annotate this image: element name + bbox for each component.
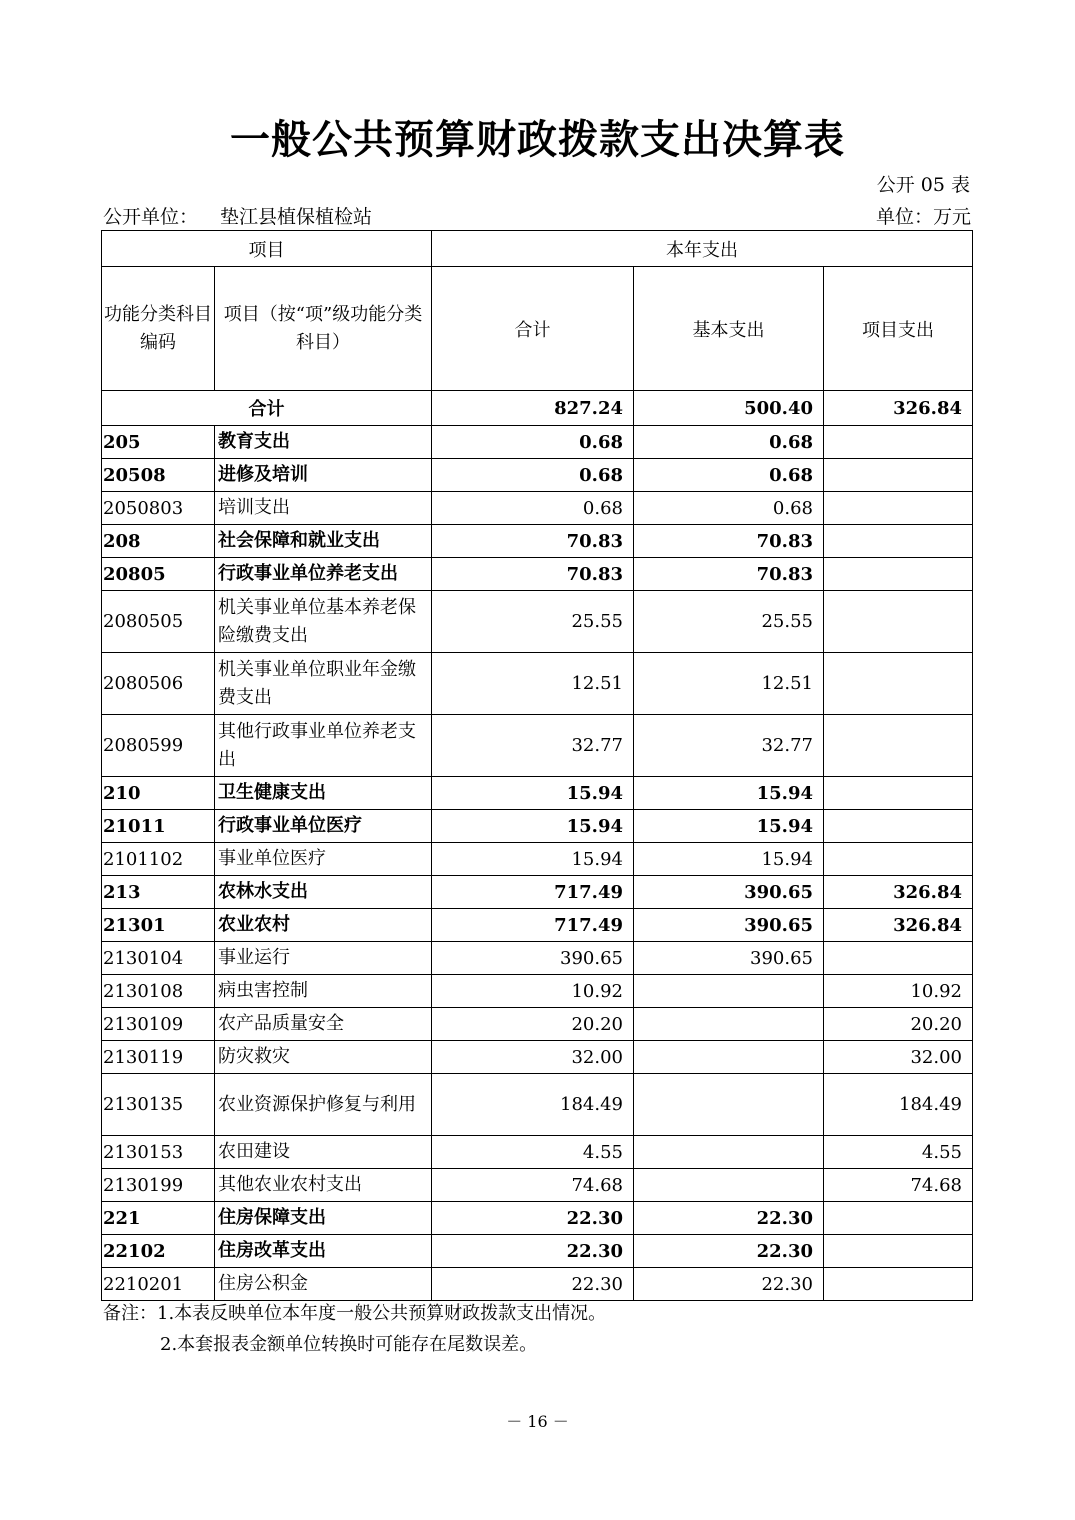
- row-code: 2130153: [102, 1136, 215, 1169]
- row-project: 326.84: [824, 909, 973, 942]
- row-code: 213: [102, 876, 215, 909]
- row-name: 农业农村: [215, 909, 432, 942]
- row-total: 74.68: [432, 1169, 634, 1202]
- row-code: 2130108: [102, 975, 215, 1008]
- row-basic: [634, 975, 824, 1008]
- row-name: 机关事业单位职业年金缴费支出: [215, 653, 432, 715]
- row-total: 22.30: [432, 1235, 634, 1268]
- row-code: 2080599: [102, 715, 215, 777]
- table-row: [102, 653, 973, 715]
- row-basic: 0.68: [634, 426, 824, 459]
- header-project: 项目支出: [824, 267, 973, 391]
- reporting-unit: [103, 202, 372, 229]
- row-code: 2130109: [102, 1008, 215, 1041]
- row-basic: 25.55: [634, 591, 824, 653]
- total-row-label: 合计: [102, 391, 432, 426]
- header-func-name: 项目（按“项”级功能分类科目）: [215, 267, 432, 391]
- row-basic: 70.83: [634, 525, 824, 558]
- row-basic: 15.94: [634, 777, 824, 810]
- currency-unit: 单位：万元: [875, 206, 971, 228]
- header-func-code: 功能分类科目编码: [102, 267, 215, 391]
- row-name: 农业资源保护修复与利用: [215, 1074, 432, 1136]
- row-name: 防灾救灾: [215, 1041, 432, 1074]
- row-basic: 22.30: [634, 1202, 824, 1235]
- row-name: 社会保障和就业支出: [215, 525, 432, 558]
- row-name: 行政事业单位养老支出: [215, 558, 432, 591]
- row-name: 进修及培训: [215, 459, 432, 492]
- row-total: 184.49: [432, 1074, 634, 1136]
- header-basic: 基本支出: [634, 267, 824, 391]
- row-project: [824, 1235, 973, 1268]
- row-name: 住房保障支出: [215, 1202, 432, 1235]
- row-total: 0.68: [432, 426, 634, 459]
- row-code: 21301: [102, 909, 215, 942]
- row-basic: [634, 1041, 824, 1074]
- row-total: 15.94: [432, 777, 634, 810]
- page-number: － 16 －: [506, 1412, 569, 1431]
- row-total: 12.51: [432, 653, 634, 715]
- row-project: [824, 558, 973, 591]
- row-total: 22.30: [432, 1268, 634, 1301]
- unit-name: 垫江县植保植检站: [220, 206, 373, 228]
- row-basic: 15.94: [634, 810, 824, 843]
- row-total: 22.30: [432, 1202, 634, 1235]
- row-total: 32.00: [432, 1041, 634, 1074]
- row-code: 2130199: [102, 1169, 215, 1202]
- row-total: 25.55: [432, 591, 634, 653]
- row-code: 21011: [102, 810, 215, 843]
- row-project: 10.92: [824, 975, 973, 1008]
- row-name: 教育支出: [215, 426, 432, 459]
- table-row: [102, 715, 973, 777]
- row-code: 221: [102, 1202, 215, 1235]
- table-row: [102, 1202, 973, 1235]
- header-item: 项目: [102, 231, 432, 267]
- row-basic: 0.68: [634, 459, 824, 492]
- row-name: 行政事业单位医疗: [215, 810, 432, 843]
- row-project: [824, 1268, 973, 1301]
- row-name: 事业运行: [215, 942, 432, 975]
- table-row: [102, 591, 973, 653]
- row-code: 22102: [102, 1235, 215, 1268]
- header-total: 合计: [432, 267, 634, 391]
- row-project: [824, 591, 973, 653]
- row-name: 农林水支出: [215, 876, 432, 909]
- row-project: 32.00: [824, 1041, 973, 1074]
- row-project: [824, 715, 973, 777]
- row-project: 20.20: [824, 1008, 973, 1041]
- row-code: 208: [102, 525, 215, 558]
- table-row: [102, 558, 973, 591]
- row-code: 2080505: [102, 591, 215, 653]
- row-name: 住房改革支出: [215, 1235, 432, 1268]
- table-row: [102, 1169, 973, 1202]
- table-row: [102, 426, 973, 459]
- row-code: 2101102: [102, 843, 215, 876]
- row-code: 2210201: [102, 1268, 215, 1301]
- row-total: 4.55: [432, 1136, 634, 1169]
- row-total: 390.65: [432, 942, 634, 975]
- table-row: [102, 1041, 973, 1074]
- table-row: [102, 1235, 973, 1268]
- row-basic: 32.77: [634, 715, 824, 777]
- table-row: [102, 909, 973, 942]
- row-name: 其他农业农村支出: [215, 1169, 432, 1202]
- row-basic: 15.94: [634, 843, 824, 876]
- row-basic: [634, 1136, 824, 1169]
- row-basic: 22.30: [634, 1235, 824, 1268]
- header-current-year: 本年支出: [432, 231, 973, 267]
- expenditure-table: [101, 230, 973, 1301]
- row-project: [824, 810, 973, 843]
- row-code: 20805: [102, 558, 215, 591]
- row-basic: [634, 1074, 824, 1136]
- unit-label: 公开单位：: [103, 206, 199, 228]
- table-row: [102, 876, 973, 909]
- row-total: 0.68: [432, 492, 634, 525]
- row-name: 卫生健康支出: [215, 777, 432, 810]
- table-row: [102, 492, 973, 525]
- header-row-2: [102, 267, 973, 391]
- row-project: [824, 492, 973, 525]
- row-code: 20508: [102, 459, 215, 492]
- table-row: [102, 459, 973, 492]
- table-row: [102, 525, 973, 558]
- table-row: [102, 1008, 973, 1041]
- form-number: 公开 05 表: [876, 174, 970, 196]
- row-code: 2130104: [102, 942, 215, 975]
- row-total: 15.94: [432, 843, 634, 876]
- row-name: 事业单位医疗: [215, 843, 432, 876]
- total-row: [102, 391, 973, 426]
- row-project: [824, 525, 973, 558]
- table-row: [102, 975, 973, 1008]
- row-total: 717.49: [432, 909, 634, 942]
- table-row: [102, 843, 973, 876]
- row-total: 70.83: [432, 525, 634, 558]
- row-name: 农产品质量安全: [215, 1008, 432, 1041]
- row-project: 74.68: [824, 1169, 973, 1202]
- row-name: 培训支出: [215, 492, 432, 525]
- row-name: 机关事业单位基本养老保险缴费支出: [215, 591, 432, 653]
- row-code: 2050803: [102, 492, 215, 525]
- row-total: 10.92: [432, 975, 634, 1008]
- row-name: 住房公积金: [215, 1268, 432, 1301]
- row-basic: 390.65: [634, 876, 824, 909]
- total-row-basic: 500.40: [634, 391, 824, 426]
- row-name: 农田建设: [215, 1136, 432, 1169]
- table-row: [102, 1268, 973, 1301]
- row-project: [824, 843, 973, 876]
- row-project: [824, 653, 973, 715]
- row-basic: 390.65: [634, 942, 824, 975]
- row-project: [824, 1202, 973, 1235]
- row-project: 4.55: [824, 1136, 973, 1169]
- row-code: 210: [102, 777, 215, 810]
- table-row: [102, 810, 973, 843]
- row-project: 184.49: [824, 1074, 973, 1136]
- table-row: [102, 1136, 973, 1169]
- row-basic: 0.68: [634, 492, 824, 525]
- row-basic: [634, 1169, 824, 1202]
- row-total: 32.77: [432, 715, 634, 777]
- total-row-total: 827.24: [432, 391, 634, 426]
- row-basic: 390.65: [634, 909, 824, 942]
- row-basic: 12.51: [634, 653, 824, 715]
- row-project: [824, 942, 973, 975]
- row-name: 病虫害控制: [215, 975, 432, 1008]
- row-total: 70.83: [432, 558, 634, 591]
- row-code: 2130135: [102, 1074, 215, 1136]
- row-project: [824, 777, 973, 810]
- page-title: 一般公共预算财政拨款支出决算表: [230, 116, 845, 163]
- row-total: 717.49: [432, 876, 634, 909]
- row-code: 2130119: [102, 1041, 215, 1074]
- row-project: 326.84: [824, 876, 973, 909]
- table-row: [102, 1074, 973, 1136]
- row-code: 2080506: [102, 653, 215, 715]
- row-total: 15.94: [432, 810, 634, 843]
- total-row-project: 326.84: [824, 391, 973, 426]
- table-row: [102, 942, 973, 975]
- note-1: 备注：1.本表反映单位本年度一般公共预算财政拨款支出情况。: [103, 1303, 607, 1324]
- row-basic: 22.30: [634, 1268, 824, 1301]
- row-code: 205: [102, 426, 215, 459]
- row-project: [824, 459, 973, 492]
- row-project: [824, 426, 973, 459]
- row-total: 0.68: [432, 459, 634, 492]
- row-name: 其他行政事业单位养老支出: [215, 715, 432, 777]
- table-row: [102, 777, 973, 810]
- row-basic: 70.83: [634, 558, 824, 591]
- row-basic: [634, 1008, 824, 1041]
- note-2: 2.本套报表金额单位转换时可能存在尾数误差。: [160, 1334, 538, 1355]
- row-total: 20.20: [432, 1008, 634, 1041]
- header-row-1: [102, 231, 973, 267]
- notes: [103, 1298, 606, 1360]
- unit-info-row: [103, 202, 971, 229]
